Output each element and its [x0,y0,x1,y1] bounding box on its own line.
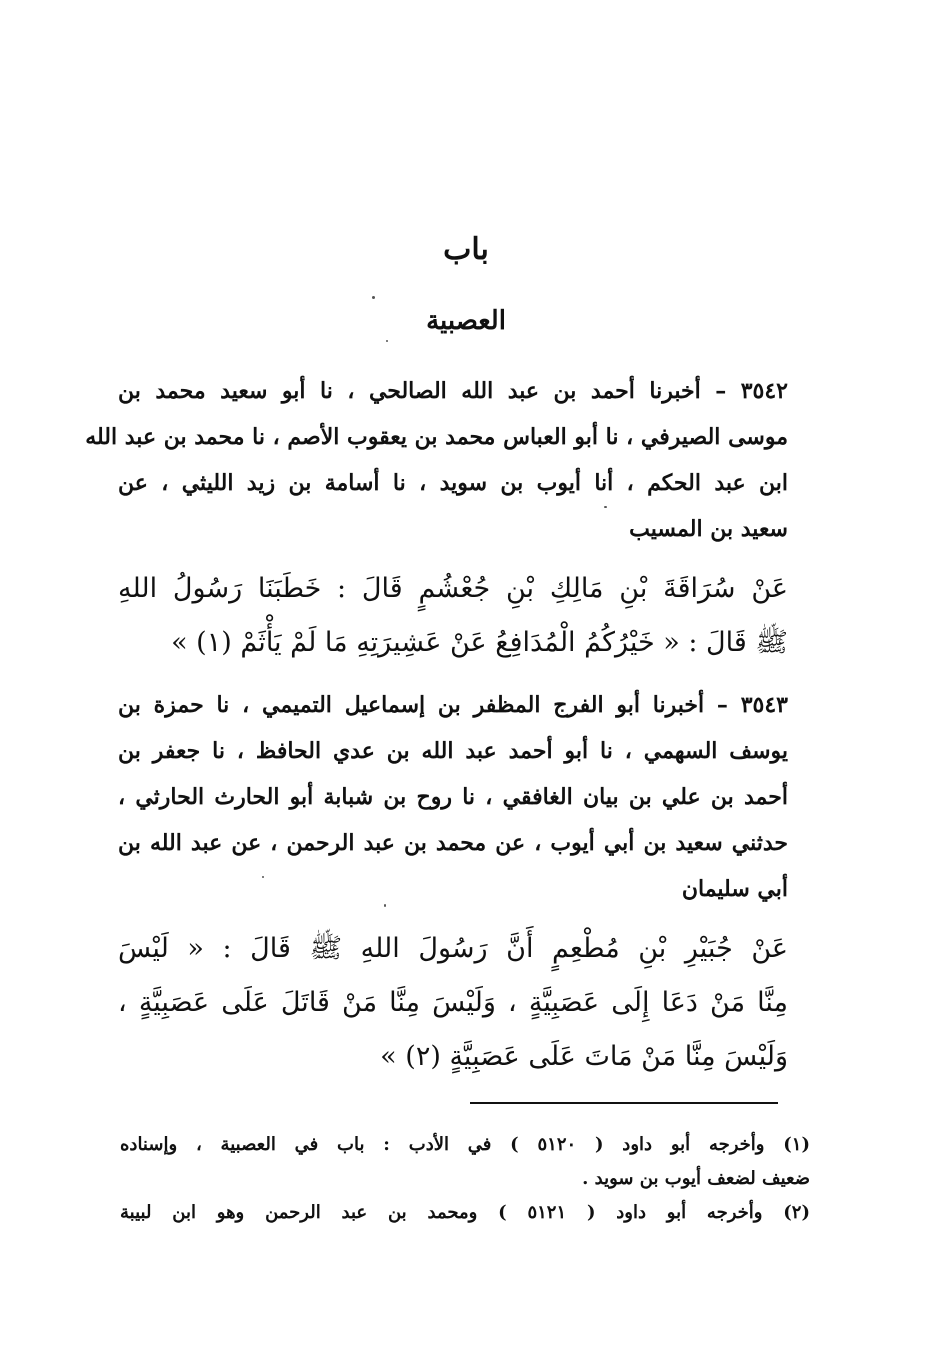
matn-line: مِنَّا مَنْ دَعَا إِلَى عَصَبِيَّةٍ ، وَلَيْسَ مِنَّا مَنْ قَاتَلَ عَلَى عَصَبِيَّةٍ ، [118,987,788,1018]
isnad-line: موسى الصيرفي ، نا أبو العباس محمد بن يعقوب الأصم ، نا محمد بن عبد الله [85,424,788,450]
matn-line: ﷺ قَالَ : « خَيْرُكُمُ الْمُدَافِعُ عَنْ عَشِيرَتِهِ مَا لَمْ يَأْثَمْ (١) » [171,627,788,658]
isnad-line: سعيد بن المسيب [629,516,788,542]
footnotes [120,1128,810,1230]
footnote-divider [470,1102,778,1104]
section-heading: العصبية [426,306,506,336]
matn-line: وَلَيْسَ مِنَّا مَنْ مَاتَ عَلَى عَصَبِيَّةٍ (٢) » [380,1041,788,1072]
scan-speckle [262,876,264,878]
isnad-line: يوسف السهمي ، نا أبو أحمد عبد الله بن عدي الحافظ ، نا جعفر بن [118,738,788,764]
scan-speckle [604,506,607,508]
footnote-line: (١) وأخرجه أبو داود ( ٥١٢٠ ) في الأدب : باب في العصبية ، وإسناده [120,1134,810,1155]
hadith-3543-isnad [118,682,788,912]
chapter-heading: باب [443,232,489,267]
hadith-3543-matn [118,922,788,1084]
isnad-line: أبي سليمان [681,876,788,902]
isnad-line: ٣٥٤٢ – أخبرنا أحمد بن عبد الله الصالحي ، نا أبو سعيد محمد بن [118,378,788,404]
scan-speckle [372,296,375,299]
footnote-line: (٢) وأخرجه أبو داود ( ٥١٢١ ) ومحمد بن عبد الرحمن وهو ابن لبيبة [120,1202,810,1223]
matn-line: عَنْ جُبَيْرِ بْنِ مُطْعِمٍ أَنَّ رَسُولَ اللهِ ﷺ قَالَ : « لَيْسَ [118,933,788,964]
isnad-line: ٣٥٤٣ – أخبرنا أبو الفرج المظفر بن إسماعيل التميمي ، نا حمزة بن [118,692,788,718]
scan-speckle [386,340,388,342]
matn-line: عَنْ سُرَاقَةَ بْنِ مَالِكِ بْنِ جُعْشُمٍ قَالَ : خَطَبَنَا رَسُولُ اللهِ [118,573,788,604]
isnad-line: أحمد بن علي بن بيان الغافقي ، نا روح بن شبابة أبو الحارث الحارثي ، [118,784,788,810]
hadith-3542-isnad [85,368,788,552]
hadith-3542-matn [118,562,788,670]
scan-speckle [384,904,386,907]
footnote-line: ضعيف لضعف أيوب بن سويد . [582,1168,810,1189]
isnad-line: حدثني سعيد بن أبي أيوب ، عن محمد بن عبد الرحمن ، عن عبد الله بن [118,830,788,856]
isnad-line: ابن عبد الحكم ، أنا أيوب بن سويد ، نا أسامة بن زيد الليثي ، عن [118,470,788,496]
